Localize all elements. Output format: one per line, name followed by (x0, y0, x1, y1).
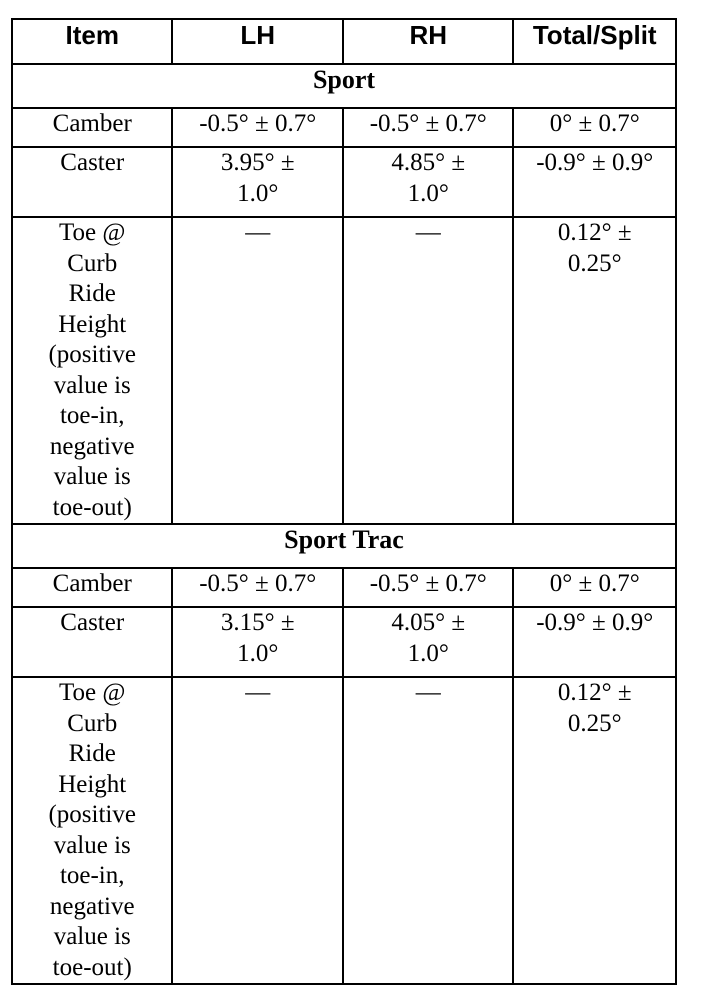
section-title: Sport (12, 64, 676, 108)
total-value: 0.12° ± 0.25° (557, 219, 632, 277)
lh-cell: — (172, 677, 343, 984)
rh-cell: — (343, 677, 514, 984)
header-total-split: Total/Split (513, 19, 676, 64)
section-title: Sport Trac (12, 524, 676, 568)
header-row (12, 19, 676, 64)
table-row (12, 568, 676, 607)
table-row (12, 147, 676, 217)
header-lh: LH (172, 19, 343, 64)
rh-cell (343, 607, 514, 677)
rh-value: 4.85° ± 1.0° (391, 149, 466, 207)
item-cell: Camber (12, 568, 172, 607)
lh-value: 3.15° ± 1.0° (220, 609, 295, 667)
total-cell (513, 677, 676, 984)
section-row (12, 524, 676, 568)
alignment-spec-table (11, 18, 677, 985)
table-row (12, 217, 676, 524)
table-row (12, 108, 676, 147)
lh-cell: -0.5° ± 0.7° (172, 568, 343, 607)
item-cell (12, 217, 172, 524)
rh-value: 4.05° ± 1.0° (391, 609, 466, 667)
item-value: Toe @ Curb Ride Height (positive value is toe-in, negative value is toe-out) (48, 219, 136, 521)
rh-cell: -0.5° ± 0.7° (343, 108, 514, 147)
section-row (12, 64, 676, 108)
lh-cell: — (172, 217, 343, 524)
item-value: Toe @ Curb Ride Height (positive value is toe-in, negative value is toe-out) (48, 679, 136, 981)
total-cell: -0.9° ± 0.9° (513, 607, 676, 677)
rh-cell: — (343, 217, 514, 524)
rh-cell: -0.5° ± 0.7° (343, 568, 514, 607)
header-rh: RH (343, 19, 514, 64)
total-cell: 0° ± 0.7° (513, 108, 676, 147)
total-value: 0.12° ± 0.25° (557, 679, 632, 737)
rh-cell (343, 147, 514, 217)
item-cell: Caster (12, 607, 172, 677)
total-cell (513, 217, 676, 524)
lh-cell (172, 147, 343, 217)
item-cell: Caster (12, 147, 172, 217)
lh-value: 3.95° ± 1.0° (220, 149, 295, 207)
lh-cell (172, 607, 343, 677)
total-cell: -0.9° ± 0.9° (513, 147, 676, 217)
lh-cell: -0.5° ± 0.7° (172, 108, 343, 147)
header-item: Item (12, 19, 172, 64)
table-row (12, 607, 676, 677)
item-cell (12, 677, 172, 984)
item-cell: Camber (12, 108, 172, 147)
table-row (12, 677, 676, 984)
total-cell: 0° ± 0.7° (513, 568, 676, 607)
